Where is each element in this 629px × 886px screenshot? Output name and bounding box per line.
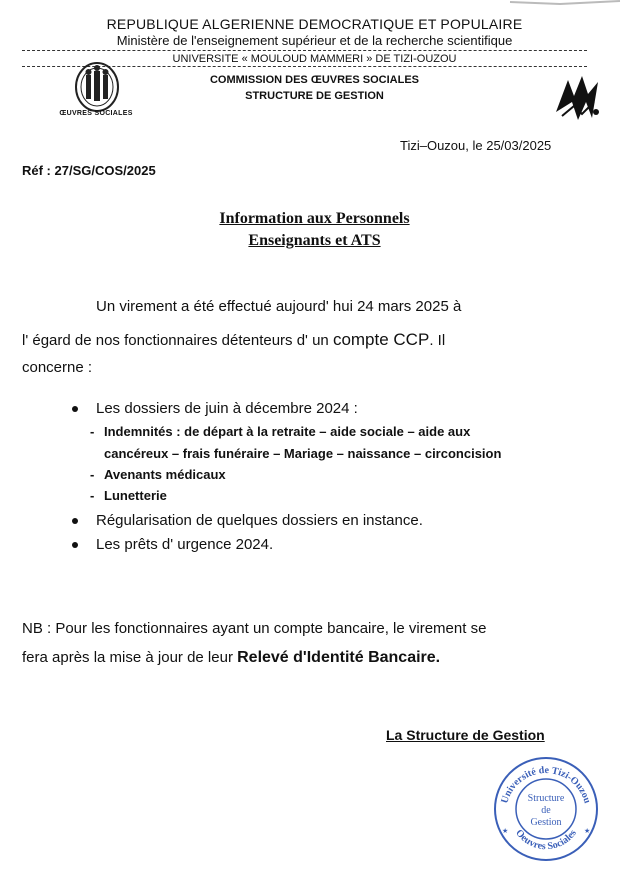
sub-item-continuation: cancéreux – frais funéraire – Mariage – naissance – circoncision bbox=[104, 446, 502, 461]
scan-artifact bbox=[500, 0, 629, 10]
signature-label: La Structure de Gestion bbox=[386, 727, 545, 743]
paragraph-line-1: Un virement a été effectué aujourd' hui 24 mars 2025 à bbox=[96, 298, 462, 315]
sub-item: Avenants médicaux bbox=[104, 467, 226, 482]
stamp-center-line-3: Gestion bbox=[530, 817, 562, 828]
official-stamp bbox=[492, 755, 600, 863]
stamp-star-right: ★ bbox=[584, 828, 591, 835]
dash-marker: - bbox=[90, 467, 95, 482]
bullet-item: Les prêts d' urgence 2024. bbox=[96, 536, 274, 553]
commission-heading: COMMISSION DES ŒUVRES SOCIALES bbox=[209, 74, 420, 86]
paragraph-line-2 bbox=[22, 331, 445, 350]
sub-item: Lunetterie bbox=[104, 488, 167, 503]
university-logo bbox=[552, 72, 604, 124]
stamp-outer-bottom-text: Oeuvres Sociales bbox=[513, 827, 579, 853]
bullet-item: Les dossiers de juin à décembre 2024 : bbox=[96, 400, 358, 417]
paragraph-line-2-end: . Il bbox=[429, 332, 446, 349]
title-line-1: Information aux Personnels bbox=[219, 210, 410, 227]
header-divider-top bbox=[22, 50, 587, 51]
dash-marker: - bbox=[90, 488, 95, 503]
stamp-outer-top-text: Université de Tizi-Ouzou bbox=[499, 764, 593, 805]
country-heading: REPUBLIQUE ALGERIENNE DEMOCRATIQUE ET POPULAIRE bbox=[106, 16, 523, 32]
sub-item: Indemnités : de départ à la retraite – aide sociale – aide aux bbox=[104, 424, 471, 439]
structure-heading: STRUCTURE DE GESTION bbox=[245, 90, 384, 102]
date-line: Tizi–Ouzou, le 25/03/2025 bbox=[400, 138, 552, 153]
bullet-dot bbox=[72, 542, 78, 548]
rib-text: Relevé d'Identité Bancaire bbox=[237, 649, 436, 666]
nb-line-1: NB : Pour les fonctionnaires ayant un compte bancaire, le virement se bbox=[22, 620, 487, 637]
nb-line-2 bbox=[22, 649, 440, 667]
stamp-star-left: ★ bbox=[502, 828, 509, 835]
university-heading: UNIVERSITE « MOULOUD MAMMERI » DE TIZI-OUZOU bbox=[172, 53, 457, 65]
reference-number: Réf : 27/SG/COS/2025 bbox=[22, 163, 156, 178]
ccp-account-text: compte CCP bbox=[332, 330, 430, 349]
nb-line-2-start: fera après la mise à jour de leur bbox=[22, 649, 238, 666]
bullet-dot bbox=[72, 406, 78, 412]
paragraph-line-3: concerne : bbox=[22, 359, 93, 376]
bullet-dot bbox=[72, 518, 78, 524]
logo-caption: ŒUVRES SOCIALES bbox=[59, 110, 133, 117]
paragraph-line-2-start: l' égard de nos fonctionnaires détenteurs d' un bbox=[22, 332, 333, 349]
stamp-center-line-1: Structure bbox=[527, 793, 565, 804]
dash-marker: - bbox=[90, 424, 95, 439]
ministry-heading: Ministère de l'enseignement supérieur et de la recherche scientifique bbox=[116, 33, 513, 48]
nb-line-2-end: . bbox=[435, 649, 441, 666]
stamp-center-line-2: de bbox=[541, 805, 551, 816]
title-line-2: Enseignants et ATS bbox=[248, 232, 381, 249]
bullet-item: Régularisation de quelques dossiers en instance. bbox=[96, 512, 423, 529]
